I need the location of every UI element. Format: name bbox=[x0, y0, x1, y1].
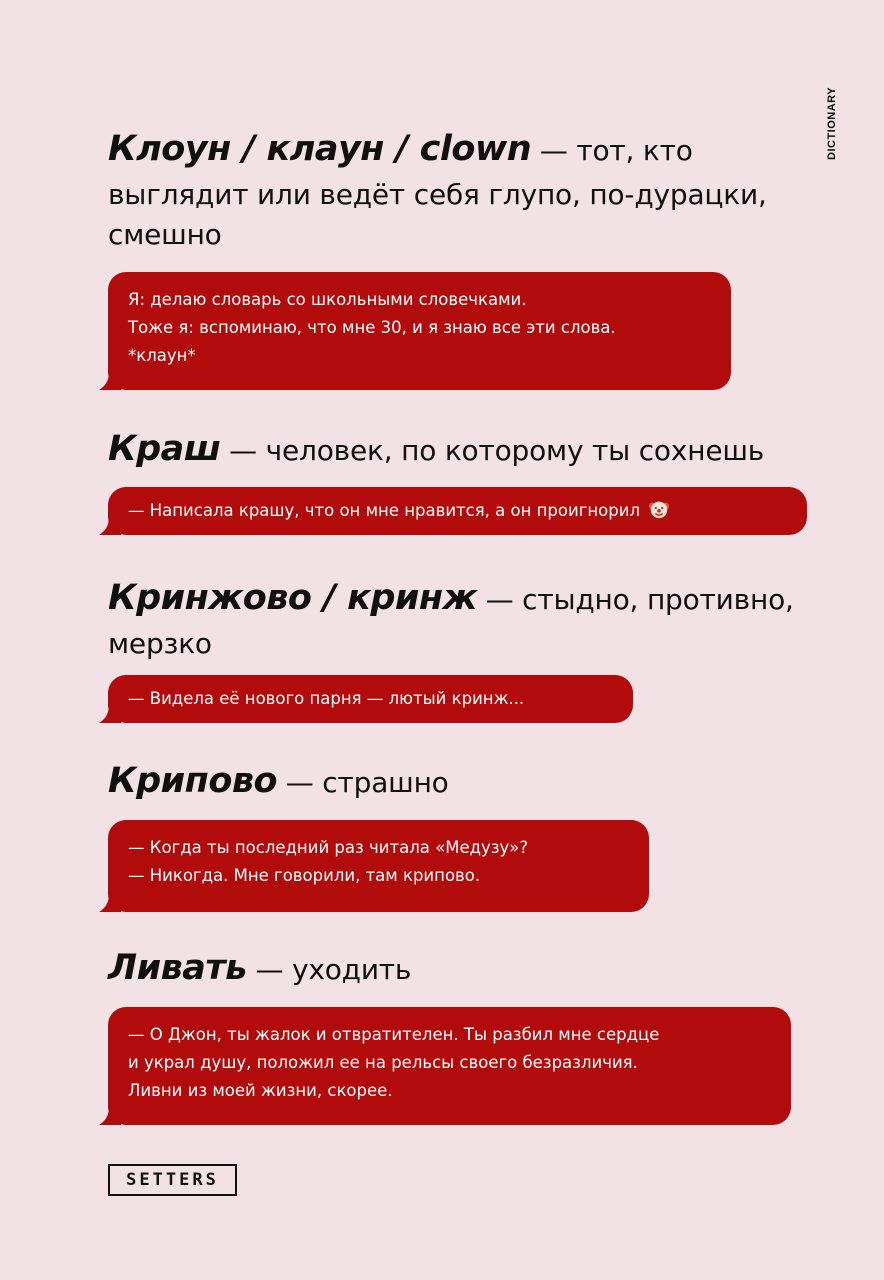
term-definition: — человек, по которому ты сохнешь bbox=[220, 434, 765, 467]
term-title: Краш bbox=[108, 429, 221, 469]
example-line: *клаун* bbox=[128, 346, 196, 365]
term-definition: — страшно bbox=[277, 766, 449, 799]
term-definition: — стыдно, противно, мерзко bbox=[108, 583, 794, 660]
term-definition: — уходить bbox=[246, 953, 412, 986]
term-title: Ливать bbox=[108, 948, 247, 988]
bubble-tail-icon bbox=[99, 1107, 121, 1125]
example-bubble bbox=[108, 1007, 791, 1125]
example-line: и украл душу, положил ее на рельсы своего безразличия. bbox=[128, 1053, 638, 1072]
entry-heading bbox=[108, 124, 808, 256]
example-line: Ливни из моей жизни, скорее. bbox=[128, 1081, 393, 1100]
entry-heading bbox=[108, 424, 828, 475]
entry-heading bbox=[108, 943, 808, 994]
example-line: — Написала крашу, что он мне нравится, а он проигнорил bbox=[128, 501, 640, 520]
example-line: — Когда ты последний раз читала «Медузу»? bbox=[128, 838, 529, 857]
example-line: — Никогда. Мне говорили, там крипово. bbox=[128, 866, 481, 885]
entry-heading bbox=[108, 573, 808, 664]
example-line: Тоже я: вспоминаю, что мне 30, и я знаю все эти слова. bbox=[128, 318, 616, 337]
example-bubble bbox=[108, 820, 649, 912]
setters-logo: SETTERS bbox=[108, 1164, 237, 1196]
example-bubble bbox=[108, 272, 731, 390]
term-title: Крипово bbox=[108, 761, 278, 801]
entry-clown bbox=[108, 124, 808, 256]
side-label: DICTIONARY bbox=[826, 86, 838, 160]
entry-cringe bbox=[108, 573, 808, 664]
clown-face-icon bbox=[648, 498, 670, 520]
bubble-tail-icon bbox=[99, 705, 121, 723]
bubble-tail-icon bbox=[99, 517, 121, 535]
example-bubble bbox=[108, 487, 807, 535]
term-title: Клоун / клаун / clown bbox=[108, 129, 532, 169]
entry-crush bbox=[108, 424, 828, 475]
bubble-tail-icon bbox=[99, 894, 121, 912]
bubble-tail-icon bbox=[99, 372, 121, 390]
term-title: Кринжово / кринж bbox=[108, 578, 477, 618]
example-line: Я: делаю словарь со школьными словечками. bbox=[128, 290, 527, 309]
term-definition: — тот, кто выглядит или ведёт себя глупо, по-дурацки, смешно bbox=[108, 134, 767, 252]
entry-leave bbox=[108, 943, 808, 994]
example-line: — О Джон, ты жалок и отвратителен. Ты разбил мне сердце bbox=[128, 1025, 660, 1044]
entry-creepy bbox=[108, 756, 808, 807]
entry-heading bbox=[108, 756, 808, 807]
example-line: — Видела её нового парня — лютый кринж... bbox=[128, 689, 525, 708]
example-bubble bbox=[108, 675, 633, 723]
